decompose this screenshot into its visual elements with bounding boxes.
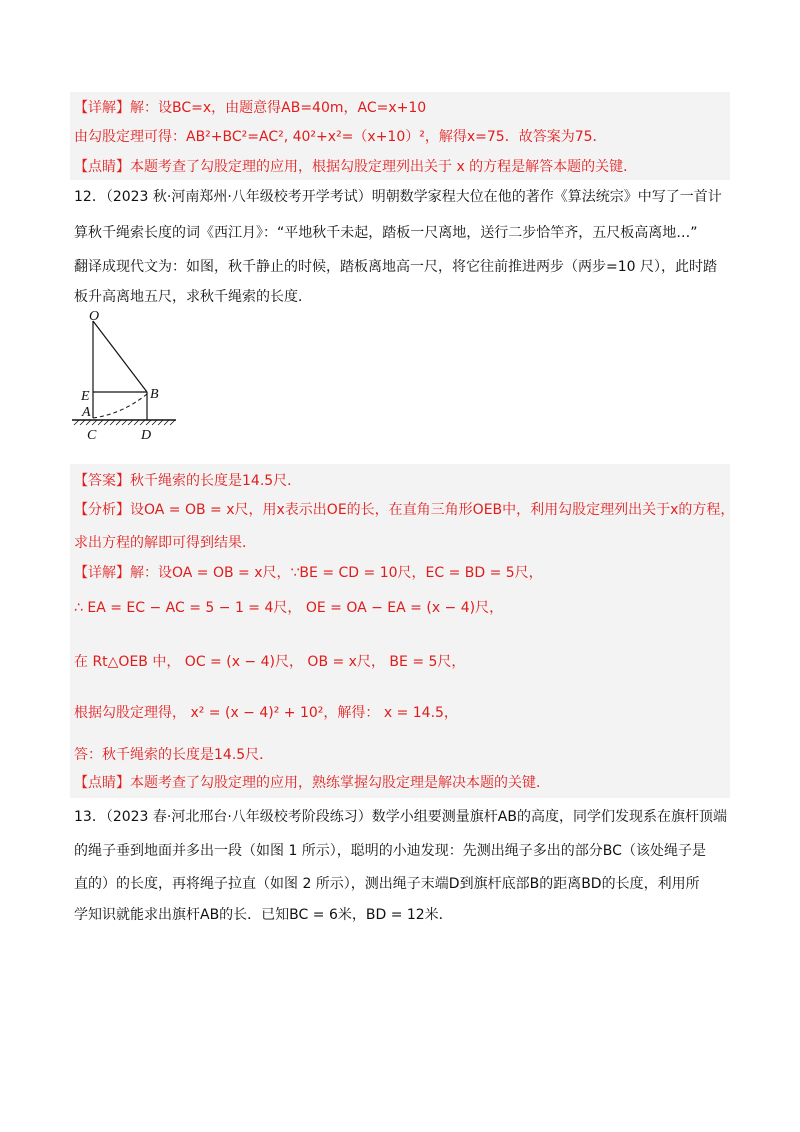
q13-line-3: 直的）的长度，再将绳子拉直（如图 2 所示），测出绳子末端D到旗杆底部B的距离BD的长度，利用所 — [74, 876, 700, 892]
rope-ob — [93, 321, 147, 392]
label-e: E — [81, 389, 90, 404]
q13-line-1: 13．（2023 春·河北邢台·八年级校考阶段练习）数学小组要测量旗杆AB的高度，同学们发现系在旗杆顶端 — [74, 809, 727, 825]
label-c: C — [87, 428, 97, 443]
q13-line-2: 的绳子垂到地面并多出一段（如图 1 所示），聪明的小迪发现：先测出绳子多出的部分BC（该处绳子是 — [74, 843, 706, 859]
arc-ab — [93, 394, 147, 418]
detail2-line-4: 根据勾股定理得， x² = (x − 4)² + 10²，解得： x = 14.5， — [74, 705, 458, 721]
comment2-line: 【点睛】本题考查了勾股定理的应用，熟练掌握勾股定理是解决本题的关键． — [74, 775, 550, 791]
label-a: A — [82, 405, 91, 420]
detail-line-2-lead: 由勾股定理可得： — [74, 129, 186, 145]
detail-line-2-equation: AB²+BC²=AC², 40²+x²=（x+10）² — [186, 129, 425, 145]
comment-line-1: 【点睛】本题考查了勾股定理的应用，根据勾股定理列出关于 x 的方程是解答本题的关键． — [74, 159, 638, 175]
analysis-line-2: 求出方程的解即可得到结果． — [74, 535, 256, 551]
label-b: B — [150, 387, 159, 402]
q12-line-2: 算秋千绳索长度的词《西江月》：“平地秋千未起，踏板一尺离地，送行二步恰竿齐，五尺板高离地…” — [74, 225, 698, 241]
q13-line-4: 学知识就能求出旗杆AB的长．已知BC = 6米，BD = 12米． — [74, 907, 453, 923]
detail2-line-2: ∴ EA = EC − AC = 5 − 1 = 4尺， OE = OA − EA = (x − 4)尺， — [74, 600, 504, 616]
label-d: D — [141, 428, 152, 443]
q12-line-4: 板升高离地五尺，求秋千绳索的长度． — [74, 289, 312, 305]
answer-line: 【答案】秋千绳索的长度是14.5尺． — [74, 473, 302, 489]
q12-line-1: 12．（2023 秋·河南郑州·八年级校考开学考试）明朝数学家程大位在他的著作《算法统宗》中写了一首计 — [74, 189, 722, 205]
label-o: O — [89, 309, 100, 324]
analysis-line-1: 【分析】设OA = OB = x尺，用x表示出OE的长，在直角三角形OEB中，利用勾股定理列出关于x的方程， — [74, 502, 735, 518]
detail2-line-1: 【详解】解：设OA = OB = x尺，∵BE = CD = 10尺，EC = BD = 5尺， — [74, 565, 543, 581]
q12-line-3: 翻译成现代文为：如图，秋千静止的时候，踏板离地高一尺，将它往前推进两步（两步=10 尺），此时踏 — [74, 259, 717, 275]
detail-line-2-result: ，解得x=75．故答案为75． — [424, 129, 607, 145]
detail2-line-3: 在 Rt△OEB 中， OC = (x − 4)尺， OB = x尺， BE = 5尺， — [74, 654, 466, 670]
swing-figure — [70, 308, 210, 448]
detail-line-2 — [74, 127, 734, 147]
detail-line-1: 【详解】解：设BC=x，由题意得AB=40m，AC=x+10 — [74, 100, 427, 116]
detail2-line-5: 答：秋千绳索的长度是14.5尺． — [74, 747, 274, 763]
